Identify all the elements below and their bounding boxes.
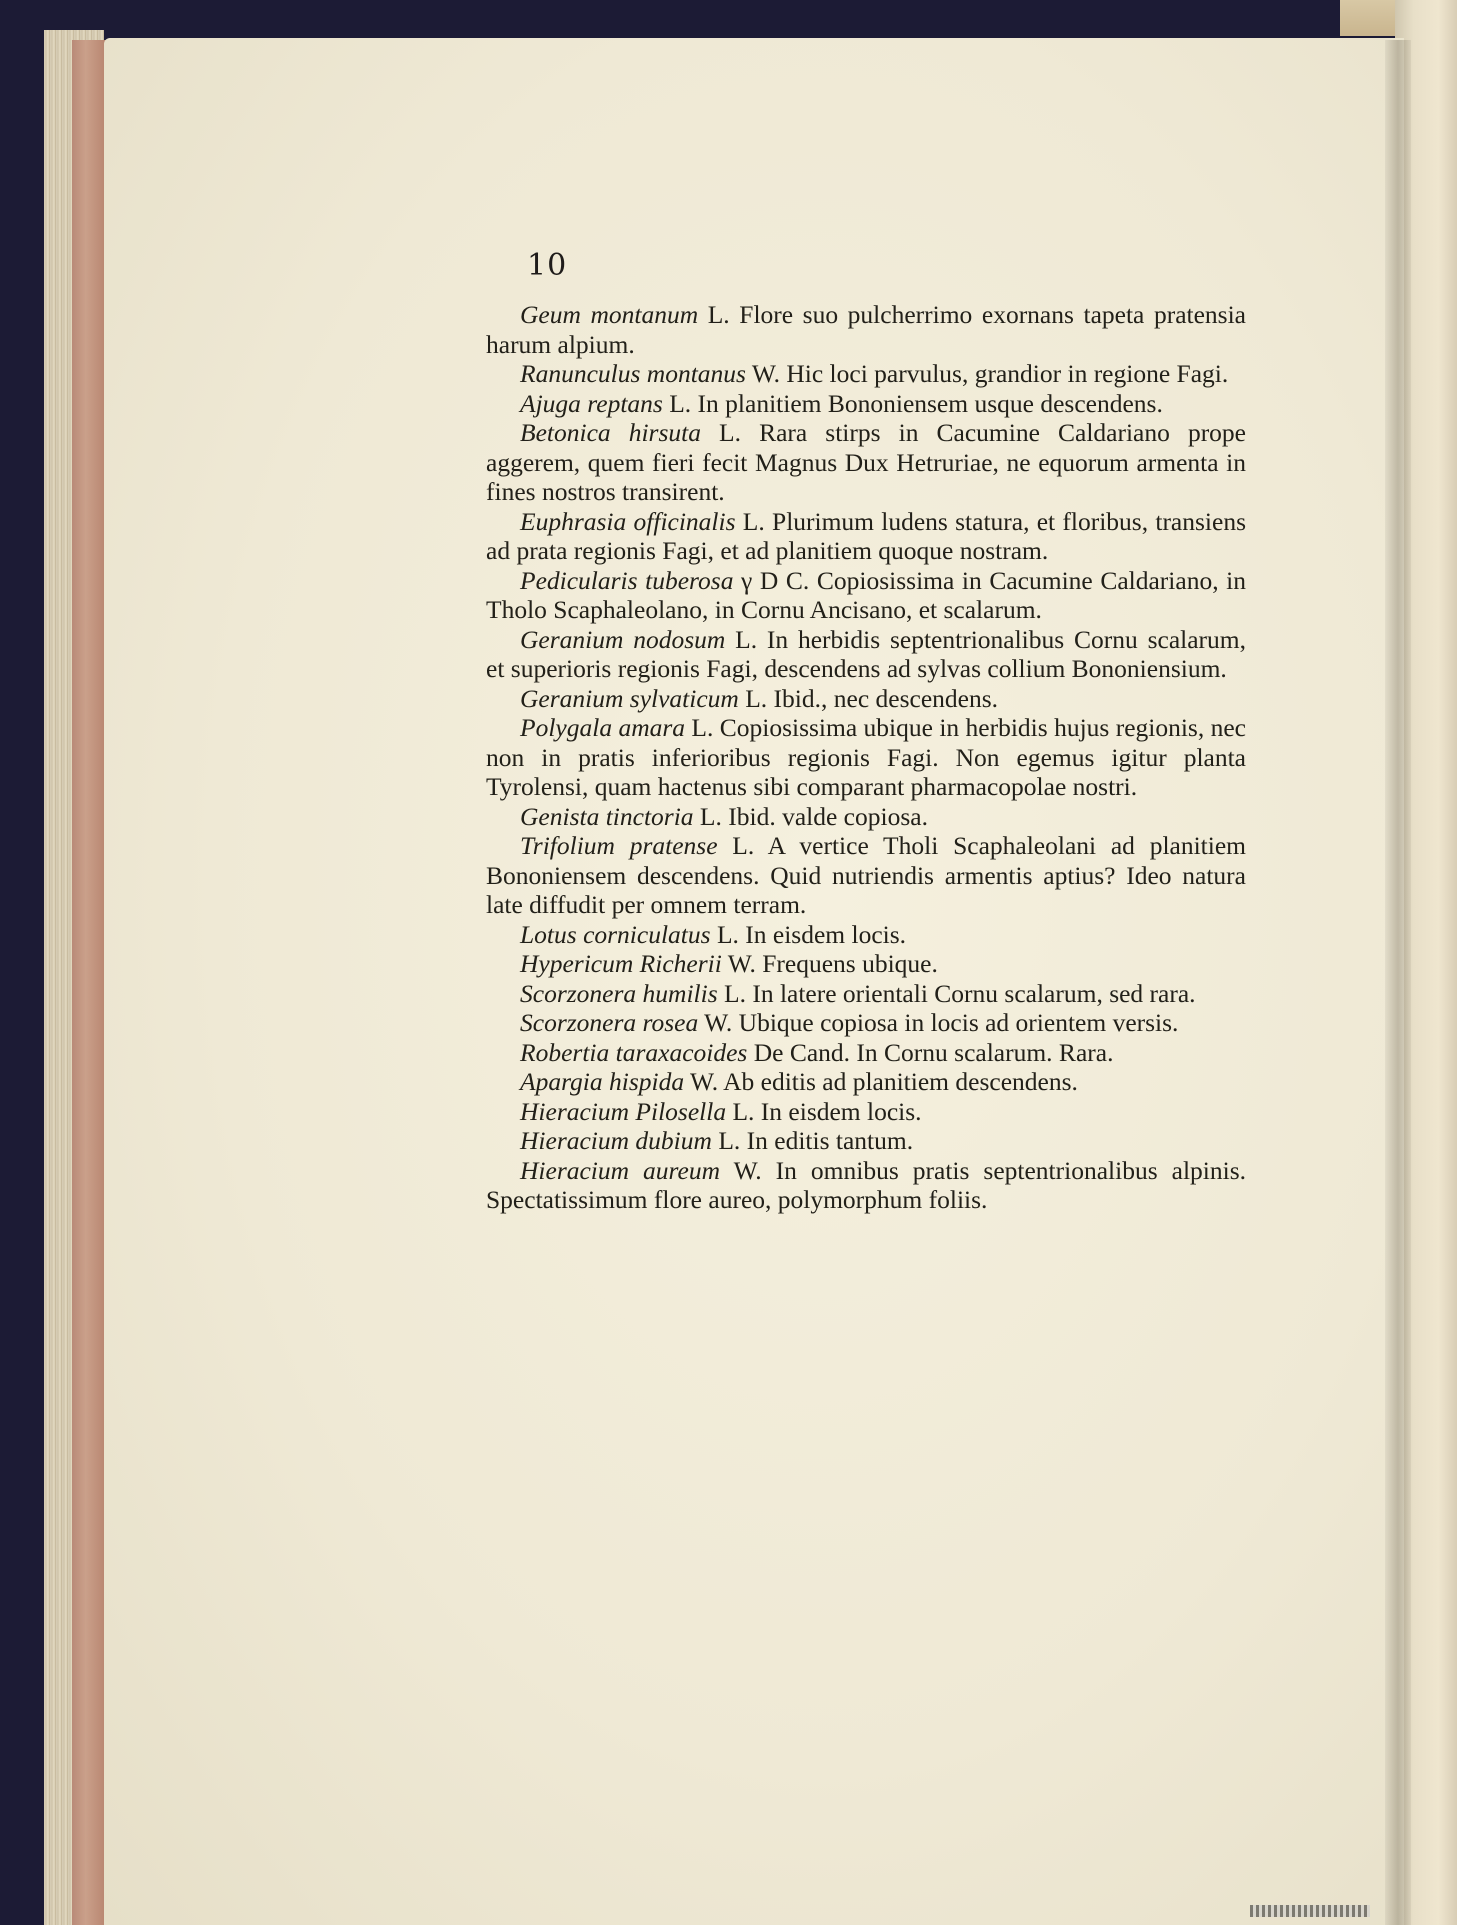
scanner-calibration-strip xyxy=(1250,1905,1370,1917)
species-note: γ D C. Copiosissima in Cacumine Caldariano, in Tholo Scaphaleolano, in Cornu Ancisano, et scalarum. xyxy=(486,565,1246,624)
species-name: Hieracium Pilosella xyxy=(520,1096,727,1126)
list-item xyxy=(486,802,1246,832)
species-note: L. A vertice Tholi Scaphaleolani ad planitiem Bononiensem descendens. Quid nutriendis armentis aptius? Ideo natura late diffudit per omnem terram. xyxy=(486,831,1247,919)
list-item xyxy=(486,507,1246,566)
species-note: L. Flore suo pulcherrimo exornans tapeta pratensia harum alpium. xyxy=(486,300,1246,359)
species-name: Hieracium aureum xyxy=(520,1155,721,1185)
list-item xyxy=(486,566,1246,625)
list-item xyxy=(486,625,1246,684)
list-item xyxy=(486,949,1246,979)
species-name: Scorzonera rosea xyxy=(520,1008,699,1037)
list-item xyxy=(486,979,1246,1009)
list-item xyxy=(486,920,1246,950)
page-number: 10 xyxy=(527,248,568,283)
species-name: Euphrasia officinalis xyxy=(520,506,736,536)
species-name: Geranium sylvaticum xyxy=(520,683,739,713)
species-name: Genista tinctoria xyxy=(520,801,694,831)
species-note: W. Frequens ubique. xyxy=(721,949,938,978)
list-item xyxy=(486,389,1246,419)
species-name: Trifolium pratense xyxy=(520,831,718,860)
species-name: Betonica hirsuta xyxy=(520,418,701,447)
species-note: L. In latere orientali Cornu scalarum, sed rara. xyxy=(717,978,1196,1008)
species-name: Pedicularis tuberosa xyxy=(520,565,734,595)
species-note: L. Ibid. valde copiosa. xyxy=(693,801,928,831)
list-item xyxy=(486,418,1246,507)
species-note: L. Rara stirps in Cacumine Caldariano prope aggerem, quem fieri fecit Magnus Dux Hetruriae, ne equorum armenta in fines nostros transirent. xyxy=(486,418,1247,506)
list-item xyxy=(486,684,1246,714)
list-item xyxy=(486,1097,1246,1127)
list-item xyxy=(486,300,1246,359)
species-note: L. In herbidis septentrionalibus Cornu scalarum, et superioris regionis Fagi, descendens ad sylvas collium Bononiensium. xyxy=(486,624,1246,683)
species-name: Robertia taraxacoides xyxy=(520,1037,748,1067)
species-name: Geum montanum xyxy=(520,300,699,329)
list-item xyxy=(486,1156,1246,1215)
species-note: L. In editis tantum. xyxy=(711,1126,914,1155)
spine-shadow xyxy=(1385,40,1411,1925)
species-note: W. Ab editis ad planitiem descendens. xyxy=(684,1067,1078,1096)
list-item xyxy=(486,1038,1246,1068)
species-name: Polygala amara xyxy=(520,713,686,742)
list-item xyxy=(486,359,1246,389)
species-name: Ajuga reptans xyxy=(520,388,663,418)
species-note: L. Copiosissima ubique in herbidis hujus regionis, nec non in pratis inferioribus regionis Fagi. Non egemus igitur planta Tyrolensi, quam hactenus sibi comparant pharmacopolae nostri. xyxy=(486,713,1246,801)
species-name: Apargia hispida xyxy=(520,1067,685,1096)
species-name: Lotus corniculatus xyxy=(520,919,711,949)
species-note: L. In planitiem Bononiensem usque descendens. xyxy=(662,388,1163,418)
list-item xyxy=(486,1126,1246,1156)
species-name: Hieracium dubium xyxy=(520,1126,712,1155)
botanical-list xyxy=(486,300,1246,1215)
species-note: L. Plurimum ludens statura, et floribus, transiens ad prata regionis Fagi, et ad planitiem quoque nostram. xyxy=(486,506,1246,565)
species-name: Hypericum Richerii xyxy=(520,949,722,978)
species-name: Scorzonera humilis xyxy=(520,978,718,1008)
species-note: L. Ibid., nec descendens. xyxy=(738,683,999,713)
species-note: L. In eisdem locis. xyxy=(710,919,907,949)
list-item xyxy=(486,1067,1246,1097)
list-item xyxy=(486,831,1246,920)
species-name: Geranium nodosum xyxy=(520,624,726,654)
species-name: Ranunculus montanus xyxy=(520,359,746,388)
list-item xyxy=(486,713,1246,802)
list-item xyxy=(486,1008,1246,1038)
species-note: L. In eisdem locis. xyxy=(726,1096,922,1126)
species-note: De Cand. In Cornu scalarum. Rara. xyxy=(747,1037,1114,1067)
page-stack-edges-tinted xyxy=(72,40,106,1925)
species-note: W. In omnibus pratis septentrionalibus alpinis. Spectatissimum flore aureo, polymorphum foliis. xyxy=(486,1155,1246,1214)
species-note: W. Ubique copiosa in locis ad orientem versis. xyxy=(698,1008,1179,1037)
species-note: W. Hic loci parvulus, grandior in regione Fagi. xyxy=(745,359,1229,388)
